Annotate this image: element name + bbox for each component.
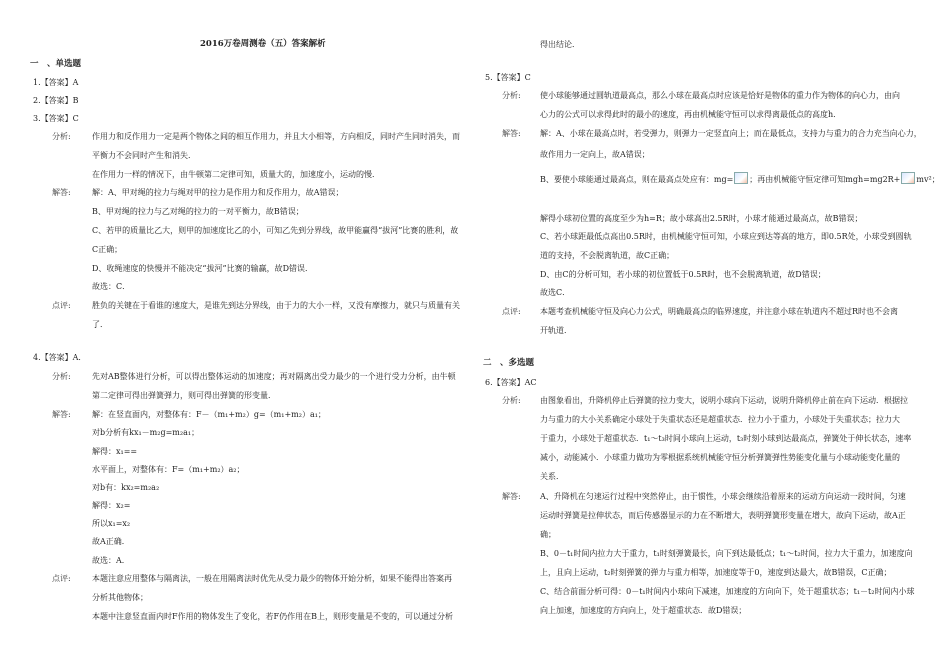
q6-analysis-text: 减小，动能减小．小球重力做功为零根据系统机械能守恒分析弹簧弹性势能变化量与小球动能变化量的 xyxy=(540,453,900,462)
q3-solution-text: B、甲对绳的拉力与乙对绳的拉力的一对平衡力，故B错误； xyxy=(92,207,304,216)
q5-solution-text: 故作用力一定向上，故A错误； xyxy=(540,150,650,159)
page-title: 2016万卷周测卷（五）答案解析 xyxy=(200,39,326,49)
q4-solution-text: 解：在竖直面内，对整体有：F－（m₁+m₂）g=（m₁+m₂）a₁； xyxy=(92,410,326,419)
q4-comment-text: 分析其他物体； xyxy=(92,593,148,602)
q4-solution-text: 解得：x₁== xyxy=(92,447,138,456)
q4-comment-text: 本题注意应用整体与隔离法，一般在用隔离法时优先从受力最少的物体开始分析，如果不能得出答案再 xyxy=(92,574,452,583)
q4-solution-text: 对b分析有kx₁－m₂g=m₂a₁； xyxy=(92,428,200,437)
q5-solution-text: D、由C的分析可知，若小球的初位置低于0.5R时，也不会脱离轨道，故D错误； xyxy=(540,270,826,279)
q3-comment-text: 胜负的关键在于看谁的速度大，是谁先到达分界线，由于力的大小一样，又没有摩擦力，就只与质量有关 xyxy=(92,301,460,310)
q4-solution-text: 对b有：kx₂=m₂a₂ xyxy=(92,483,160,492)
q5-analysis-text: 使小球能够通过圆轨道最高点，那么小球在最高点时应该是恰好是物体的重力作为物体的向心力，由向 xyxy=(540,91,900,100)
formula-image-icon xyxy=(901,172,915,184)
q5-solution-text: 解得小球初位置的高度至少为h=R；故小球高出2.5R时，小球才能通过最高点，故B错误； xyxy=(540,214,863,223)
q6-solution-text: B、0－t₁时间内拉力大于重力，t₁时刻弹簧最长，向下到达最低点；t₁～t₂时间，拉力大于重力，加速度向 xyxy=(540,549,913,558)
q6-solution-text: 向上加速，加速度的方向向上，处于超重状态．故D错误； xyxy=(540,606,747,615)
q6-solution-text: 上，且向上运动，t₂时刻弹簧的弹力与重力相等，加速度等于0，速度到达最大，故B错误，C正确； xyxy=(540,568,892,577)
q6-solution-text: 确； xyxy=(540,530,556,539)
q5-formula-part: B、要使小球能通过最高点，则在最高点处应有：mg= xyxy=(540,175,734,184)
q3-comment-text: 了． xyxy=(92,320,108,329)
q5-solution-text: 解：A、小球在最高点时，若受弹力，则弹力一定竖直向上；而在最低点，支持力与重力的合力充当向心力， xyxy=(540,129,922,138)
q5-comment-text: 开轨道． xyxy=(540,326,572,335)
answer-1: 1.【答案】A xyxy=(33,78,79,87)
q5-comment-label: 点评: xyxy=(502,307,521,316)
q5-formula-part: ；再由机械能守恒定律可知mgh=mg2R+ xyxy=(749,175,901,184)
q5-solution-text: 道的支持，不会脱离轨道，故C正确； xyxy=(540,251,675,260)
q5-comment-text: 本题考查机械能守恒及向心力公式，明确最高点的临界速度，并注意小球在轨道内不超过R时也不会离 xyxy=(540,307,899,316)
q4-comment-text: 本题中注意竖直面内时F作用的物体发生了变化，若F仍作用在B上，则形变量是不变的，可以通过分析 xyxy=(92,612,453,621)
answer-4: 4.【答案】A． xyxy=(33,353,87,362)
q3-analysis-text: 在作用力一样的情况下，由牛顿第二定律可知，质量大的，加速度小，运动的慢． xyxy=(92,170,380,179)
q5-solution-label: 解答: xyxy=(502,129,521,138)
q5-solution-formula-line xyxy=(540,172,940,185)
continued-text: 得出结论． xyxy=(540,40,580,49)
q4-solution-text: 故选：A． xyxy=(92,556,130,565)
answer-3: 3.【答案】C xyxy=(33,114,79,123)
q4-analysis-text: 先对AB整体进行分析，可以得出整体运动的加速度；再对隔离出受力最少的一个进行受力分析，由牛顿 xyxy=(92,372,456,381)
q6-solution-text: A、升降机在匀速运行过程中突然停止，由于惯性，小球会继续沿着原来的运动方向运动一段时间，匀速 xyxy=(540,492,906,501)
q6-analysis-text: 于重力，小球处于超重状态．t₁～t₃时间小球向上运动，t₃时刻小球到达最高点，弹簧处于伸长状态，速率 xyxy=(540,434,912,443)
q4-comment-label: 点评: xyxy=(52,574,71,583)
answer-2: 2.【答案】B xyxy=(33,96,79,105)
q6-analysis-text: 力与重力的大小关系确定小球处于失重状态还是超重状态．拉力小于重力，小球处于失重状态；拉力大 xyxy=(540,415,900,424)
q3-analysis-text: 平衡力不会同时产生和消失． xyxy=(92,151,196,160)
q3-solution-text: D、收绳速度的快慢并不能决定“拔河”比赛的输赢，故D错误． xyxy=(92,264,314,273)
q3-comment-label: 点评: xyxy=(52,301,71,310)
q6-solution-text: 运动时弹簧是拉伸状态，而后传感器显示的力在不断增大，表明弹簧形变量在增大，故向下运动，故A正 xyxy=(540,511,906,520)
section-multi-choice: 二 、多选题 xyxy=(483,358,535,368)
section-single-choice: 一 、单选题 xyxy=(30,59,82,69)
q3-solution-text: 故选：C． xyxy=(92,282,131,291)
q5-solution-text: 故选C． xyxy=(540,288,571,297)
q3-solution-text: C、若甲的质量比乙大，则甲的加速度比乙的小，可知乙先到分界线，故甲能赢得“拔河”比赛的胜利，故 xyxy=(92,226,459,235)
answer-6: 6.【答案】AC xyxy=(485,378,537,387)
q4-analysis-label: 分析: xyxy=(52,372,71,381)
formula-image-icon xyxy=(734,172,748,184)
answer-5: 5.【答案】C xyxy=(485,73,531,82)
q5-formula-part: mv²； xyxy=(916,175,940,184)
q3-analysis-label: 分析: xyxy=(52,132,71,141)
q4-solution-text: 所以x₁=x₂ xyxy=(92,519,131,528)
q6-solution-label: 解答: xyxy=(502,492,521,501)
q3-solution-label: 解答: xyxy=(52,188,71,197)
q5-solution-text: C、若小球距最低点高出0.5R时，由机械能守恒可知，小球应到达等高的地方，即0.5R处，小球受到圆轨 xyxy=(540,232,912,241)
q4-solution-text: 解得：x₂= xyxy=(92,501,131,510)
q6-solution-text: C、结合前面分析可得：0－t₁时间内小球向下减速，加速度的方向向下，处于超重状态；t₁－t₂时间内小球 xyxy=(540,587,915,596)
q3-solution-text: C正确； xyxy=(92,245,123,254)
q4-solution-text: 水平面上，对整体有：F=（m₁+m₂）a₂； xyxy=(92,465,245,474)
q4-solution-label: 解答: xyxy=(52,410,71,419)
q4-solution-text: 故A正确． xyxy=(92,537,130,546)
q6-analysis-label: 分析: xyxy=(502,396,521,405)
q5-analysis-text: 心力的公式可以求得此时的最小的速度，再由机械能守恒可以求得离最低点的高度h． xyxy=(540,110,842,119)
q3-solution-text: 解：A、甲对绳的拉力与绳对甲的拉力是作用力和反作用力，故A错误； xyxy=(92,188,344,197)
q6-analysis-text: 由图象看出，升降机停止后弹簧的拉力变大，说明小球向下运动，说明升降机停止前在向下运动．根据拉 xyxy=(540,396,908,405)
q5-analysis-label: 分析: xyxy=(502,91,521,100)
q3-analysis-text: 作用力和反作用力一定是两个物体之间的相互作用力，并且大小相等，方向相反，同时产生同时消失，而 xyxy=(92,132,460,141)
q4-analysis-text: 第二定律可得出弹簧弹力，则可得出弹簧的形变量． xyxy=(92,391,276,400)
q6-analysis-text: 关系． xyxy=(540,472,564,481)
